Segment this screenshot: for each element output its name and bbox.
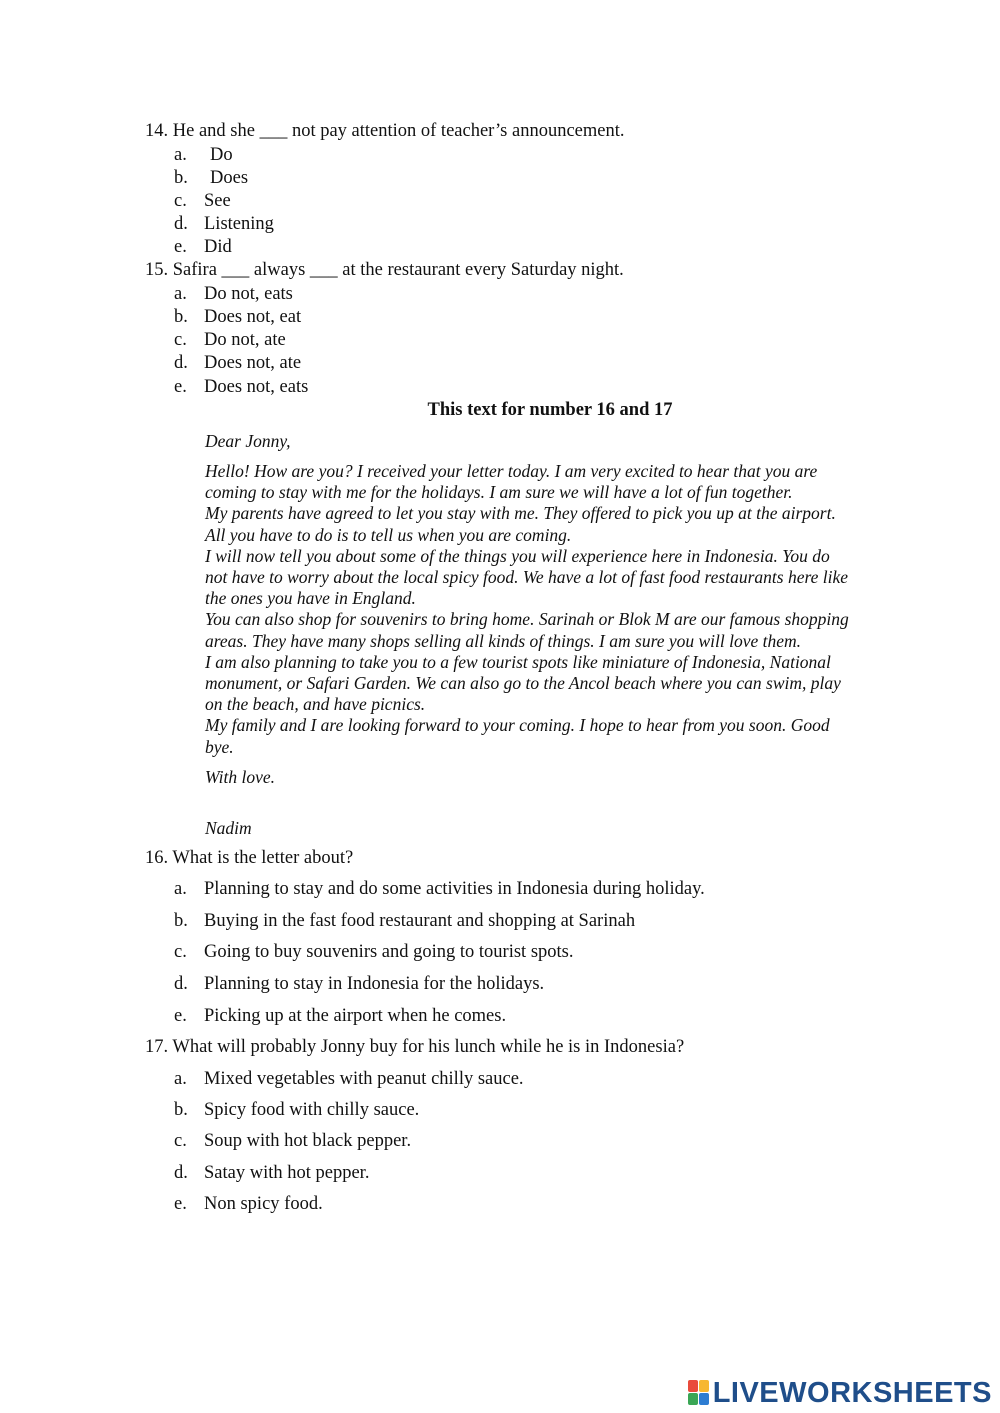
letter-line: not have to worry about the local spicy food. We have a lot of fast food restaurants here like xyxy=(205,567,849,588)
q14-option-c[interactable]: c. See xyxy=(174,191,231,211)
letter-body xyxy=(205,461,905,758)
q14-option-e[interactable]: e. Did xyxy=(174,237,232,257)
q15-option-b[interactable]: b. Does not, eat xyxy=(174,307,302,327)
logo-blocks-icon xyxy=(688,1380,710,1406)
letter-line: My family and I are looking forward to your coming. I hope to hear from you soon. Good xyxy=(205,715,830,736)
logo-text: LIVEWORKSHEETS xyxy=(712,1376,992,1409)
q14-option-d[interactable]: d. Listening xyxy=(174,214,274,234)
question-16: 16. What is the letter about? xyxy=(145,848,354,868)
letter-greeting: Dear Jonny, xyxy=(205,431,291,451)
q16-option-e[interactable]: e. Picking up at the airport when he comes. xyxy=(174,1006,507,1026)
liveworksheets-logo[interactable] xyxy=(688,1376,992,1410)
q17-option-a[interactable]: a. Mixed vegetables with peanut chilly sauce. xyxy=(174,1069,524,1089)
reading-heading: This text for number 16 and 17 xyxy=(427,400,673,420)
question-14: 14. He and she ___ not pay attention of teacher’s announcement. xyxy=(145,121,625,141)
q16-option-d[interactable]: d. Planning to stay in Indonesia for the holidays. xyxy=(174,974,545,994)
q14-option-a[interactable]: a. Do xyxy=(174,145,233,165)
letter-line: coming to stay with me for the holidays. I am sure we will have a lot of fun together. xyxy=(205,482,793,503)
letter-line: I will now tell you about some of the things you will experience here in Indonesia. You do xyxy=(205,545,830,566)
question-17: 17. What will probably Jonny buy for his lunch while he is in Indonesia? xyxy=(145,1037,685,1057)
letter-line: the ones you have in England. xyxy=(205,588,416,609)
q14-option-b[interactable]: b. Does xyxy=(174,168,249,188)
letter-line: Hello! How are you? I received your letter today. I am very excited to hear that you are xyxy=(205,461,818,481)
letter-signature: Nadim xyxy=(205,818,252,838)
letter-line: bye. xyxy=(205,736,234,757)
q17-option-e[interactable]: e. Non spicy food. xyxy=(174,1194,323,1214)
letter-line: areas. They have many shops selling all kinds of things. I am sure you will love them. xyxy=(205,630,802,651)
letter-line: on the beach, and have picnics. xyxy=(205,694,426,715)
letter-line: My parents have agreed to let you stay with me. They offered to pick you up at the airport. xyxy=(205,503,836,524)
letter-line: All you have to do is to tell us when you are coming. xyxy=(205,524,572,545)
letter-line: I am also planning to take you to a few tourist spots like miniature of Indonesia, National xyxy=(205,651,831,672)
q17-option-d[interactable]: d. Satay with hot pepper. xyxy=(174,1163,370,1183)
q15-option-a[interactable]: a. Do not, eats xyxy=(174,284,293,304)
letter-closing: With love. xyxy=(205,767,275,787)
q16-option-c[interactable]: c. Going to buy souvenirs and going to tourist spots. xyxy=(174,942,574,962)
q16-option-a[interactable]: a. Planning to stay and do some activities in Indonesia during holiday. xyxy=(174,879,705,899)
q16-option-b[interactable]: b. Buying in the fast food restaurant and shopping at Sarinah xyxy=(174,911,636,931)
q15-option-d[interactable]: d. Does not, ate xyxy=(174,353,302,373)
q15-option-c[interactable]: c. Do not, ate xyxy=(174,330,286,350)
q17-option-c[interactable]: c. Soup with hot black pepper. xyxy=(174,1131,412,1151)
q15-option-e[interactable]: e. Does not, eats xyxy=(174,377,309,397)
question-15: 15. Safira ___ always ___ at the restaurant every Saturday night. xyxy=(145,260,624,280)
letter-line: monument, or Safari Garden. We can also go to the Ancol beach where you can swim, play xyxy=(205,673,841,694)
letter-line: You can also shop for souvenirs to bring home. Sarinah or Blok M are our famous shopping xyxy=(205,609,849,630)
q17-option-b[interactable]: b. Spicy food with chilly sauce. xyxy=(174,1100,420,1120)
